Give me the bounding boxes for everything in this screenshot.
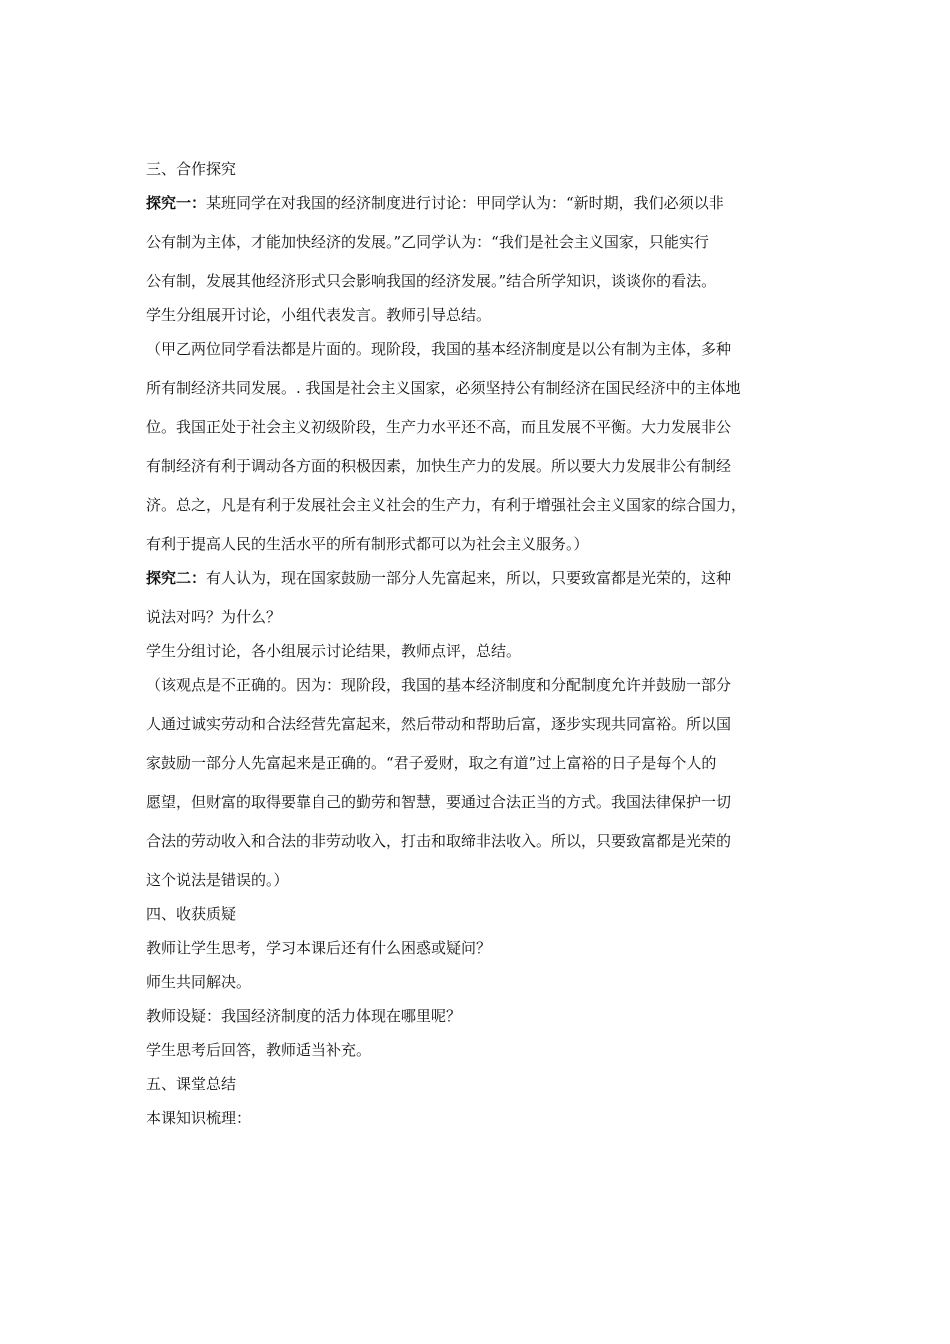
- inquiry1-label: 探究一：: [146, 194, 207, 212]
- inquiry1-question-text: 某班同学在对我国的经济制度进行讨论：甲同学认为：“新时期，我们必须以非: [206, 194, 724, 212]
- inquiry1-question-line-3: 公有制，发展其他经济形式只会影响我国的经济发展。”结合所学知识，谈谈你的看法。: [146, 272, 717, 290]
- inquiry2-answer-line-2: 人通过诚实劳动和合法经营先富起来，然后带动和帮助后富，逐步实现共同富裕。所以国: [146, 715, 732, 733]
- inquiry2-answer-line-5: 合法的劳动收入和合法的非劳动收入，打击和取缔非法收入。所以，只要致富都是光荣的: [146, 832, 732, 850]
- inquiry2-label: 探究二：: [146, 569, 207, 587]
- section4-line-1: 教师让学生思考，学习本课后还有什么困惑或疑问？: [146, 939, 492, 957]
- inquiry2-question-line-2: 说法对吗？为什么？: [146, 608, 282, 626]
- inquiry2-question-line-1: [146, 567, 816, 589]
- inquiry1-answer-line-3: 位。我国正处于社会主义初级阶段，生产力水平还不高，而且发展不平衡。大力发展非公: [146, 418, 732, 436]
- inquiry2-answer-line-6: 这个说法是错误的。）: [146, 871, 289, 889]
- inquiry1-answer-line-1: （甲乙两位同学看法都是片面的。现阶段，我国的基本经济制度是以公有制为主体，多种: [146, 340, 732, 358]
- section-heading-class-summary: 五、课堂总结: [146, 1075, 237, 1093]
- inquiry2-activity: 学生分组讨论，各小组展示讨论结果，教师点评，总结。: [146, 642, 522, 660]
- section-heading-cooperative-inquiry: 三、合作探究: [146, 160, 237, 178]
- inquiry1-answer-line-5: 济。总之，凡是有利于发展社会主义社会的生产力，有利于增强社会主义国家的综合国力，: [146, 496, 747, 514]
- inquiry1-activity: 学生分组展开讨论，小组代表发言。教师引导总结。: [146, 306, 492, 324]
- inquiry2-answer-line-3: 家鼓励一部分人先富起来是正确的。“君子爱财，取之有道”过上富裕的日子是每个人的: [146, 754, 717, 772]
- section4-line-2: 师生共同解决。: [146, 973, 252, 991]
- section4-line-4: 学生思考后回答，教师适当补充。: [146, 1041, 372, 1059]
- inquiry1-answer-line-2: 所有制经济共同发展。. 我国是社会主义国家，必须坚持公有制经济在国民经济中的主体地: [146, 379, 741, 397]
- inquiry1-answer-line-6: 有利于提高人民的生活水平的所有制形式都可以为社会主义服务。）: [146, 535, 589, 553]
- inquiry2-question-text: 有人认为，现在国家鼓励一部分人先富起来，所以，只要致富都是光荣的，这种: [206, 569, 732, 587]
- section4-line-3: 教师设疑：我国经济制度的活力体现在哪里呢？: [146, 1007, 462, 1025]
- inquiry1-question-line-2: 公有制为主体，才能加快经济的发展。”乙同学认为：“我们是社会主义国家，只能实行: [146, 233, 709, 251]
- document-body: [146, 158, 816, 1141]
- inquiry2-answer-line-1: （该观点是不正确的。因为：现阶段，我国的基本经济制度和分配制度允许并鼓励一部分: [146, 676, 732, 694]
- section-heading-harvest-questions: 四、收获质疑: [146, 905, 237, 923]
- inquiry1-question-line-1: [146, 192, 816, 214]
- inquiry2-answer-line-4: 愿望，但财富的取得要靠自己的勤劳和智慧，要通过合法正当的方式。我国法律保护一切: [146, 793, 732, 811]
- section5-line-1: 本课知识梳理：: [146, 1109, 252, 1127]
- inquiry1-answer-line-4: 有制经济有利于调动各方面的积极因素，加快生产力的发展。所以要大力发展非公有制经: [146, 457, 732, 475]
